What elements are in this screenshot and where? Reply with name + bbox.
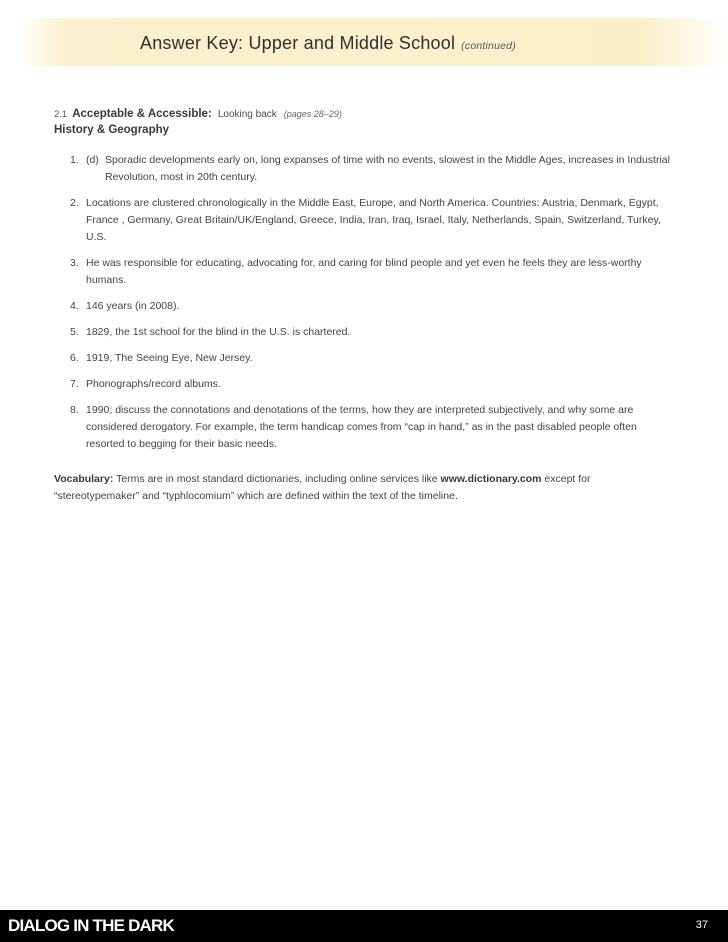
page-title [140,33,516,54]
vocabulary-note [54,471,678,505]
page-title-text: Answer Key: Upper and Middle School [140,33,456,53]
answer-item [70,324,678,341]
page-title-continued: (continued) [461,40,516,52]
answer-text [86,152,678,186]
answer-text: 1990; discuss the connotations and denotations of the terms, how they are interpreted subjectively, and why some are considered derogatory. For example, the term handicap comes from “cap in hand,” as in the past disabled people often resorted to begging for their basic needs. [86,404,637,450]
answer-number: 7. [70,378,79,390]
answer-body: Sporadic developments early on, long expanses of time with no events, slowest in the Middle Ages, increases in Industrial Revolution, most in 20th century. [105,154,670,183]
vocabulary-text-after: except for “stereotypemaker” and “typhlocomium” which are defined within the text of the timeline. [54,473,591,502]
answer-text: He was responsible for educating, advocating for, and caring for blind people and yet even he feels they are less-worthy humans. [86,257,642,286]
footer-bar [0,910,728,942]
dictionary-link[interactable]: www.dictionary.com [440,473,542,485]
answer-item [70,350,678,367]
answer-text: Phonographs/record albums. [86,378,221,390]
section-heading [54,108,342,120]
answer-number: 2. [70,197,79,209]
answer-item [70,376,678,393]
vocabulary-text-before: Terms are in most standard dictionaries, including online services like [116,473,438,485]
answer-option: (d) [86,154,99,166]
section-subheading: History & Geography [54,124,170,136]
answer-number: 6. [70,352,79,364]
answer-item [70,195,678,246]
answer-text: 146 years (in 2008). [86,300,180,312]
answer-item [70,152,678,186]
section-number: 2.1 [54,109,68,120]
footer-brand-logo: DIALOG IN THE DARK [8,916,174,935]
answer-number: 3. [70,257,79,269]
answer-item [70,255,678,289]
answer-number: 1. [70,154,79,166]
answer-text: 1829, the 1st school for the blind in the U.S. is chartered. [86,326,351,338]
answer-number: 5. [70,326,79,338]
page-number: 37 [695,919,708,931]
section-subtitle: Looking back [217,109,277,120]
answer-text: Locations are clustered chronologically in the Middle East, Europe, and North America. Countries: Austria, Denmark, Egypt, France , Germany, Great Britain/UK/England, Greece, India, Iran, Iraq, Israel, Italy, Netherlands, Spain, Switzerland, Turkey, U.S. [86,197,661,243]
answer-item [70,298,678,315]
vocabulary-label: Vocabulary: [54,473,114,485]
answer-text: 1919, The Seeing Eye, New Jersey. [86,352,253,364]
answer-item [70,402,678,453]
section-pages: (pages 28–29) [283,109,342,119]
section-title: Acceptable & Accessible: [72,108,212,120]
answer-number: 8. [70,404,79,416]
answer-number: 4. [70,300,79,312]
answer-list [70,152,678,462]
